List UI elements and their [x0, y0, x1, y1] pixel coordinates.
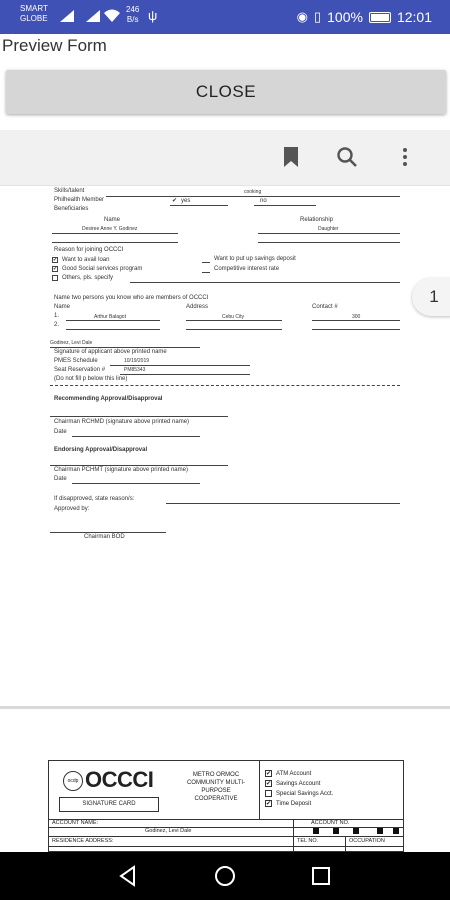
reason-right-box-1[interactable]: [202, 262, 210, 263]
applicant-sig-line: [50, 347, 200, 348]
account-no-box: [313, 828, 319, 834]
account-no-box: [377, 828, 383, 834]
member-contact-1: 300: [352, 314, 361, 320]
acct-atm: [265, 770, 311, 777]
reason-text-3: Others, pls. specify: [62, 275, 114, 281]
account-no-label: ACCOUNT NO.: [311, 820, 350, 826]
close-button[interactable]: CLOSE: [6, 70, 446, 114]
card-divider-v3: [345, 836, 346, 852]
search-icon[interactable]: [336, 146, 358, 168]
recents-icon[interactable]: [309, 864, 333, 888]
applicant-name: Godinez, Levi Dale: [50, 340, 93, 346]
date-label-2: Date: [54, 476, 67, 482]
card-divider-v: [259, 761, 260, 819]
member-addr-1: Cebu City: [222, 314, 244, 320]
coop-line-1: METRO ORMOC: [192, 772, 240, 778]
coop-line-4: COOPERATIVE: [194, 796, 238, 802]
date-line-1: [72, 436, 200, 437]
member-name-1: Arthur Balagot: [94, 314, 126, 320]
signature-card: [48, 760, 404, 852]
speed-unit: B/s: [126, 15, 139, 24]
endorsing-label: Endorsing Approval/Disapproval: [54, 447, 148, 453]
battery-percent: 100%: [327, 9, 363, 25]
battery-icon: [369, 12, 391, 23]
bene-name-header: Name: [104, 217, 121, 223]
signal-icon-2: [86, 10, 100, 22]
clock: 12:01: [396, 9, 432, 25]
acct-special: [265, 790, 333, 797]
members-contact-header: Contact #: [312, 304, 338, 310]
rchmd-line: [50, 416, 228, 417]
occupation-label: OCCUPATION: [349, 838, 385, 844]
acct-savings-label: Savings Account: [276, 781, 321, 788]
bene-name-line: [52, 233, 178, 234]
member-num-2: 2.: [54, 322, 60, 328]
date-label-1: Date: [54, 429, 67, 435]
philhealth-no-line: [254, 205, 316, 206]
card-row-4: [49, 846, 404, 847]
member-addr-line-1: [186, 320, 282, 321]
seat-line: [120, 374, 250, 375]
seat-value: PM85343: [124, 367, 146, 373]
bene-rel-line-2: [258, 242, 400, 243]
do-not-fill: (Do not fill p below this line): [54, 376, 128, 382]
bookmark-icon[interactable]: [280, 146, 302, 168]
signature-card-title: SIGNATURE CARD: [59, 797, 159, 812]
skills-line: [106, 196, 400, 197]
philhealth-yes: yes: [181, 198, 191, 204]
carrier-info: [20, 4, 48, 24]
coop-line-2: COMMUNITY MULTI-: [186, 780, 246, 786]
account-name-value: Godinez, Levi Dale: [145, 828, 192, 834]
reason-right-box-2[interactable]: [202, 272, 210, 273]
skills-label: Skills/talent: [54, 188, 85, 194]
page-separator: [0, 706, 450, 709]
member-addr-line-2: [186, 329, 282, 330]
acct-special-check[interactable]: [265, 790, 272, 797]
vibrate-icon: ▯: [313, 9, 322, 24]
member-name-line-2: [66, 329, 160, 330]
reason-label: Reason for joining OCCCI: [54, 247, 124, 253]
date-line-2: [72, 483, 200, 484]
reason-right-text-2: Competitive interest rate: [214, 266, 280, 272]
coop-name: [177, 771, 255, 803]
skills-value: cooking: [244, 189, 262, 195]
acct-special-label: Special Savings Acct.: [276, 791, 334, 798]
philhealth-label: Philhealth Member: [54, 197, 105, 203]
acct-time: [265, 800, 311, 807]
cut-line: [50, 385, 400, 386]
members-name-header: Name: [54, 304, 71, 310]
bod-line: [50, 532, 166, 533]
account-no-box: [333, 828, 339, 834]
account-name-label: ACCOUNT NAME:: [52, 820, 99, 826]
back-icon[interactable]: [116, 864, 140, 888]
recommending-label: Recommending Approval/Disapproval: [54, 396, 163, 402]
member-contact-line-2: [312, 329, 400, 330]
pmes-line: [110, 365, 250, 366]
nav-bar: [0, 852, 450, 900]
status-right: [297, 9, 432, 25]
signal-icon: [60, 10, 74, 22]
member-num-1: 1.: [54, 313, 60, 319]
pdf-page: [0, 186, 450, 706]
card-row-1: [49, 819, 404, 820]
residence-label: RESIDENCE ADDRESS:: [52, 838, 114, 844]
sig-applicant-label: Signature of applicant above printed name: [54, 349, 167, 355]
usb-icon: ψ: [148, 8, 158, 23]
acct-atm-label: ATM Account: [276, 771, 312, 778]
speed-value: 246: [126, 5, 140, 14]
acct-atm-check[interactable]: ✔: [266, 771, 272, 777]
bene-name-value: Desiree Anne Y. Godinez: [82, 226, 138, 232]
philhealth-yes-line: [170, 205, 228, 206]
approved-by-label: Approved by:: [54, 506, 90, 512]
bene-rel-header: Relationship: [300, 217, 334, 223]
pmes-label: PMES Schedule: [54, 358, 98, 364]
acct-savings: [265, 780, 320, 787]
disapproved-label: If disapproved, state reason/s:: [54, 496, 135, 502]
seat-label: Seat Reservation #: [54, 367, 106, 373]
status-bar: [0, 0, 450, 34]
bene-name-line-2: [52, 242, 178, 243]
wifi-icon: [104, 9, 120, 22]
account-no-box: [353, 828, 359, 834]
page-indicator: 1: [412, 278, 450, 316]
bene-rel-line: [258, 233, 400, 234]
reason-checkbox-2[interactable]: ✔: [53, 266, 58, 272]
acct-savings-check[interactable]: ✔: [266, 781, 272, 787]
pdf-toolbar: [0, 130, 450, 186]
home-icon[interactable]: [213, 864, 237, 888]
member-name-line-1: [66, 320, 160, 321]
members-label: Name two persons you know who are members of OCCCI: [54, 295, 209, 301]
disapproved-line: [166, 503, 400, 504]
bene-rel-value: Daughter: [318, 226, 339, 232]
net-speed: [126, 5, 139, 25]
carrier-name-1: SMART: [20, 4, 48, 13]
member-contact-line-1: [312, 320, 400, 321]
reason-right-text-1: Want to put up savings deposit: [214, 256, 296, 262]
chairman-bod: Chairman BOD: [84, 534, 125, 540]
logo-text: OCCCI: [85, 767, 154, 792]
chairman-pchmt: Chairman PCHMT (signature above printed name): [54, 467, 188, 473]
pchmt-line: [50, 465, 228, 466]
members-addr-header: Address: [186, 304, 209, 310]
card-row-3: [49, 836, 404, 837]
beneficiaries-label: Beneficiaries: [54, 206, 89, 212]
others-line: [130, 282, 400, 283]
coop-line-3: PURPOSE: [201, 788, 231, 794]
carrier-name-2: GLOBE: [20, 14, 48, 23]
tel-label: TEL NO.: [297, 838, 319, 844]
acct-time-check[interactable]: ✔: [266, 801, 272, 807]
reason-checkbox-1[interactable]: ✔: [53, 257, 58, 263]
pmes-value: 10/19/2019: [124, 358, 150, 364]
eye-comfort-icon: ◉: [296, 9, 308, 24]
logo-emblem: ocdp: [63, 771, 83, 791]
reason-text-2: Good Social services program: [62, 266, 143, 272]
reason-checkbox-3[interactable]: [52, 275, 58, 281]
more-vert-icon[interactable]: [394, 146, 416, 168]
acct-time-label: Time Deposit: [276, 801, 312, 808]
philhealth-no: no: [260, 198, 267, 204]
reason-text-1: Want to avail loan: [62, 257, 110, 263]
account-no-box: [393, 828, 399, 834]
chairman-rchmd: Chairman RCHMD (signature above printed name): [54, 419, 190, 425]
philhealth-yes-check: ✔: [172, 198, 178, 204]
page-title: Preview Form: [2, 36, 107, 55]
card-row-2: [49, 827, 404, 828]
